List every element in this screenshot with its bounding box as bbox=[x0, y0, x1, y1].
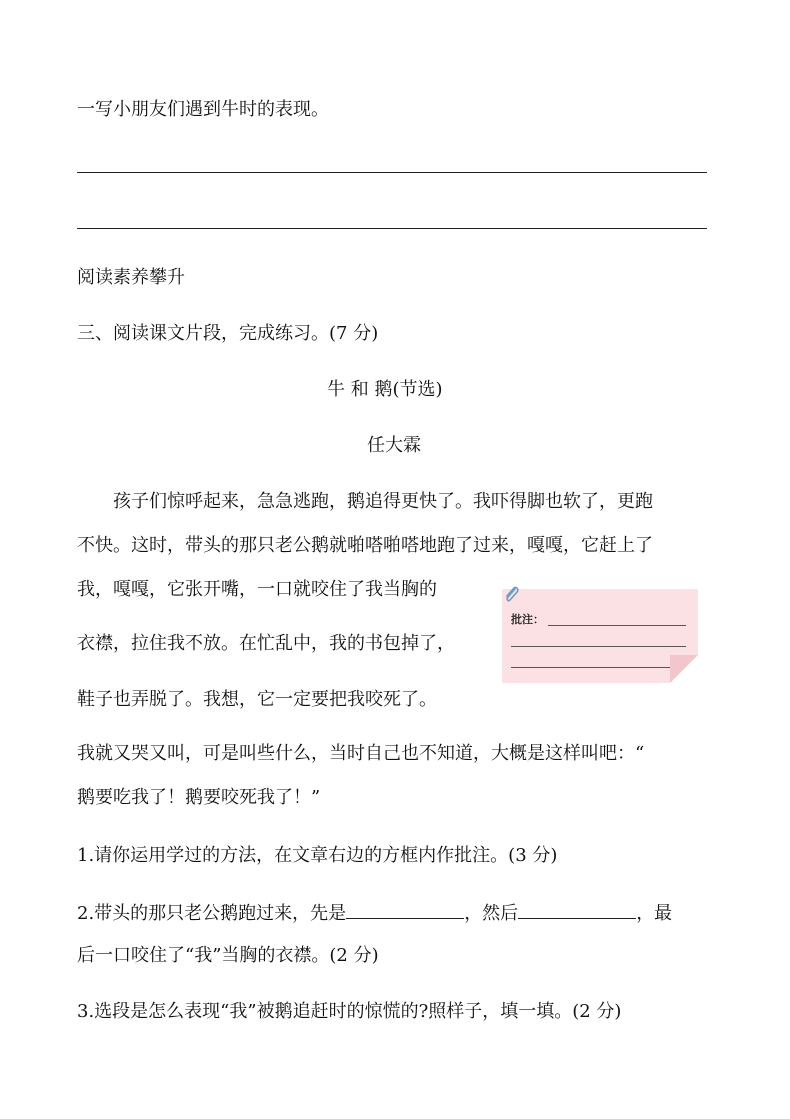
annotation-box[interactable] bbox=[502, 589, 698, 683]
annotation-line[interactable] bbox=[511, 667, 686, 668]
question-3: 3.选段是怎么表现“我”被鹅追赶时的惊慌的?照样子，填一填。(2 分) bbox=[77, 1001, 622, 1022]
article-line: 我就又哭又叫，可是叫些什么，当时自己也不知道，大概是这样叫吧：“ bbox=[77, 743, 645, 764]
question-2-text: 2.带头的那只老公鹅跑过来，先是 bbox=[77, 903, 347, 924]
page-fold bbox=[670, 655, 698, 683]
article-line: 鞋子也弄脱了。我想，它一定要把我咬死了。 bbox=[77, 689, 437, 710]
article-author: 任大霖 bbox=[367, 435, 421, 456]
article-line: 不快。这时，带头的那只老公鹅就啪嗒啪嗒地跑了过来，嘎嘎，它赶上了 bbox=[77, 535, 653, 556]
question-2-text: ，然后 bbox=[464, 903, 519, 924]
paperclip-icon bbox=[503, 583, 521, 605]
article-title: 牛 和 鹅(节选) bbox=[327, 379, 443, 400]
question-2-line-1 bbox=[77, 900, 672, 926]
annotation-line[interactable] bbox=[511, 646, 686, 647]
answer-line-2[interactable] bbox=[77, 228, 707, 229]
fill-blank-1[interactable] bbox=[346, 900, 464, 919]
question-2-line-2: 后一口咬住了“我”当胸的衣襟。(2 分) bbox=[77, 945, 379, 966]
question-1: 1.请你运用学过的方法，在文章右边的方框内作批注。(3 分) bbox=[77, 845, 558, 866]
question-2-text: ，最 bbox=[636, 903, 673, 924]
article-line: 衣襟，拉住我不放。在忙乱中，我的书包掉了， bbox=[77, 633, 455, 654]
article-line: 孩子们惊呼起来，急急逃跑，鹅追得更快了。我吓得脚也软了，更跑 bbox=[113, 491, 653, 512]
section-title: 阅读素养攀升 bbox=[77, 267, 185, 288]
annotation-line[interactable] bbox=[548, 625, 686, 626]
intro-line: 一写小朋友们遇到牛时的表现。 bbox=[77, 99, 329, 120]
fill-blank-2[interactable] bbox=[518, 900, 636, 919]
annotation-label: 批注： bbox=[511, 613, 544, 626]
question-header: 三、阅读课文片段，完成练习。(7 分) bbox=[77, 323, 379, 344]
answer-line-1[interactable] bbox=[77, 172, 707, 173]
article-line: 鹅要吃我了！鹅要咬死我了！” bbox=[77, 787, 321, 808]
article-line: 我，嘎嘎，它张开嘴，一口就咬住了我当胸的 bbox=[77, 579, 437, 600]
